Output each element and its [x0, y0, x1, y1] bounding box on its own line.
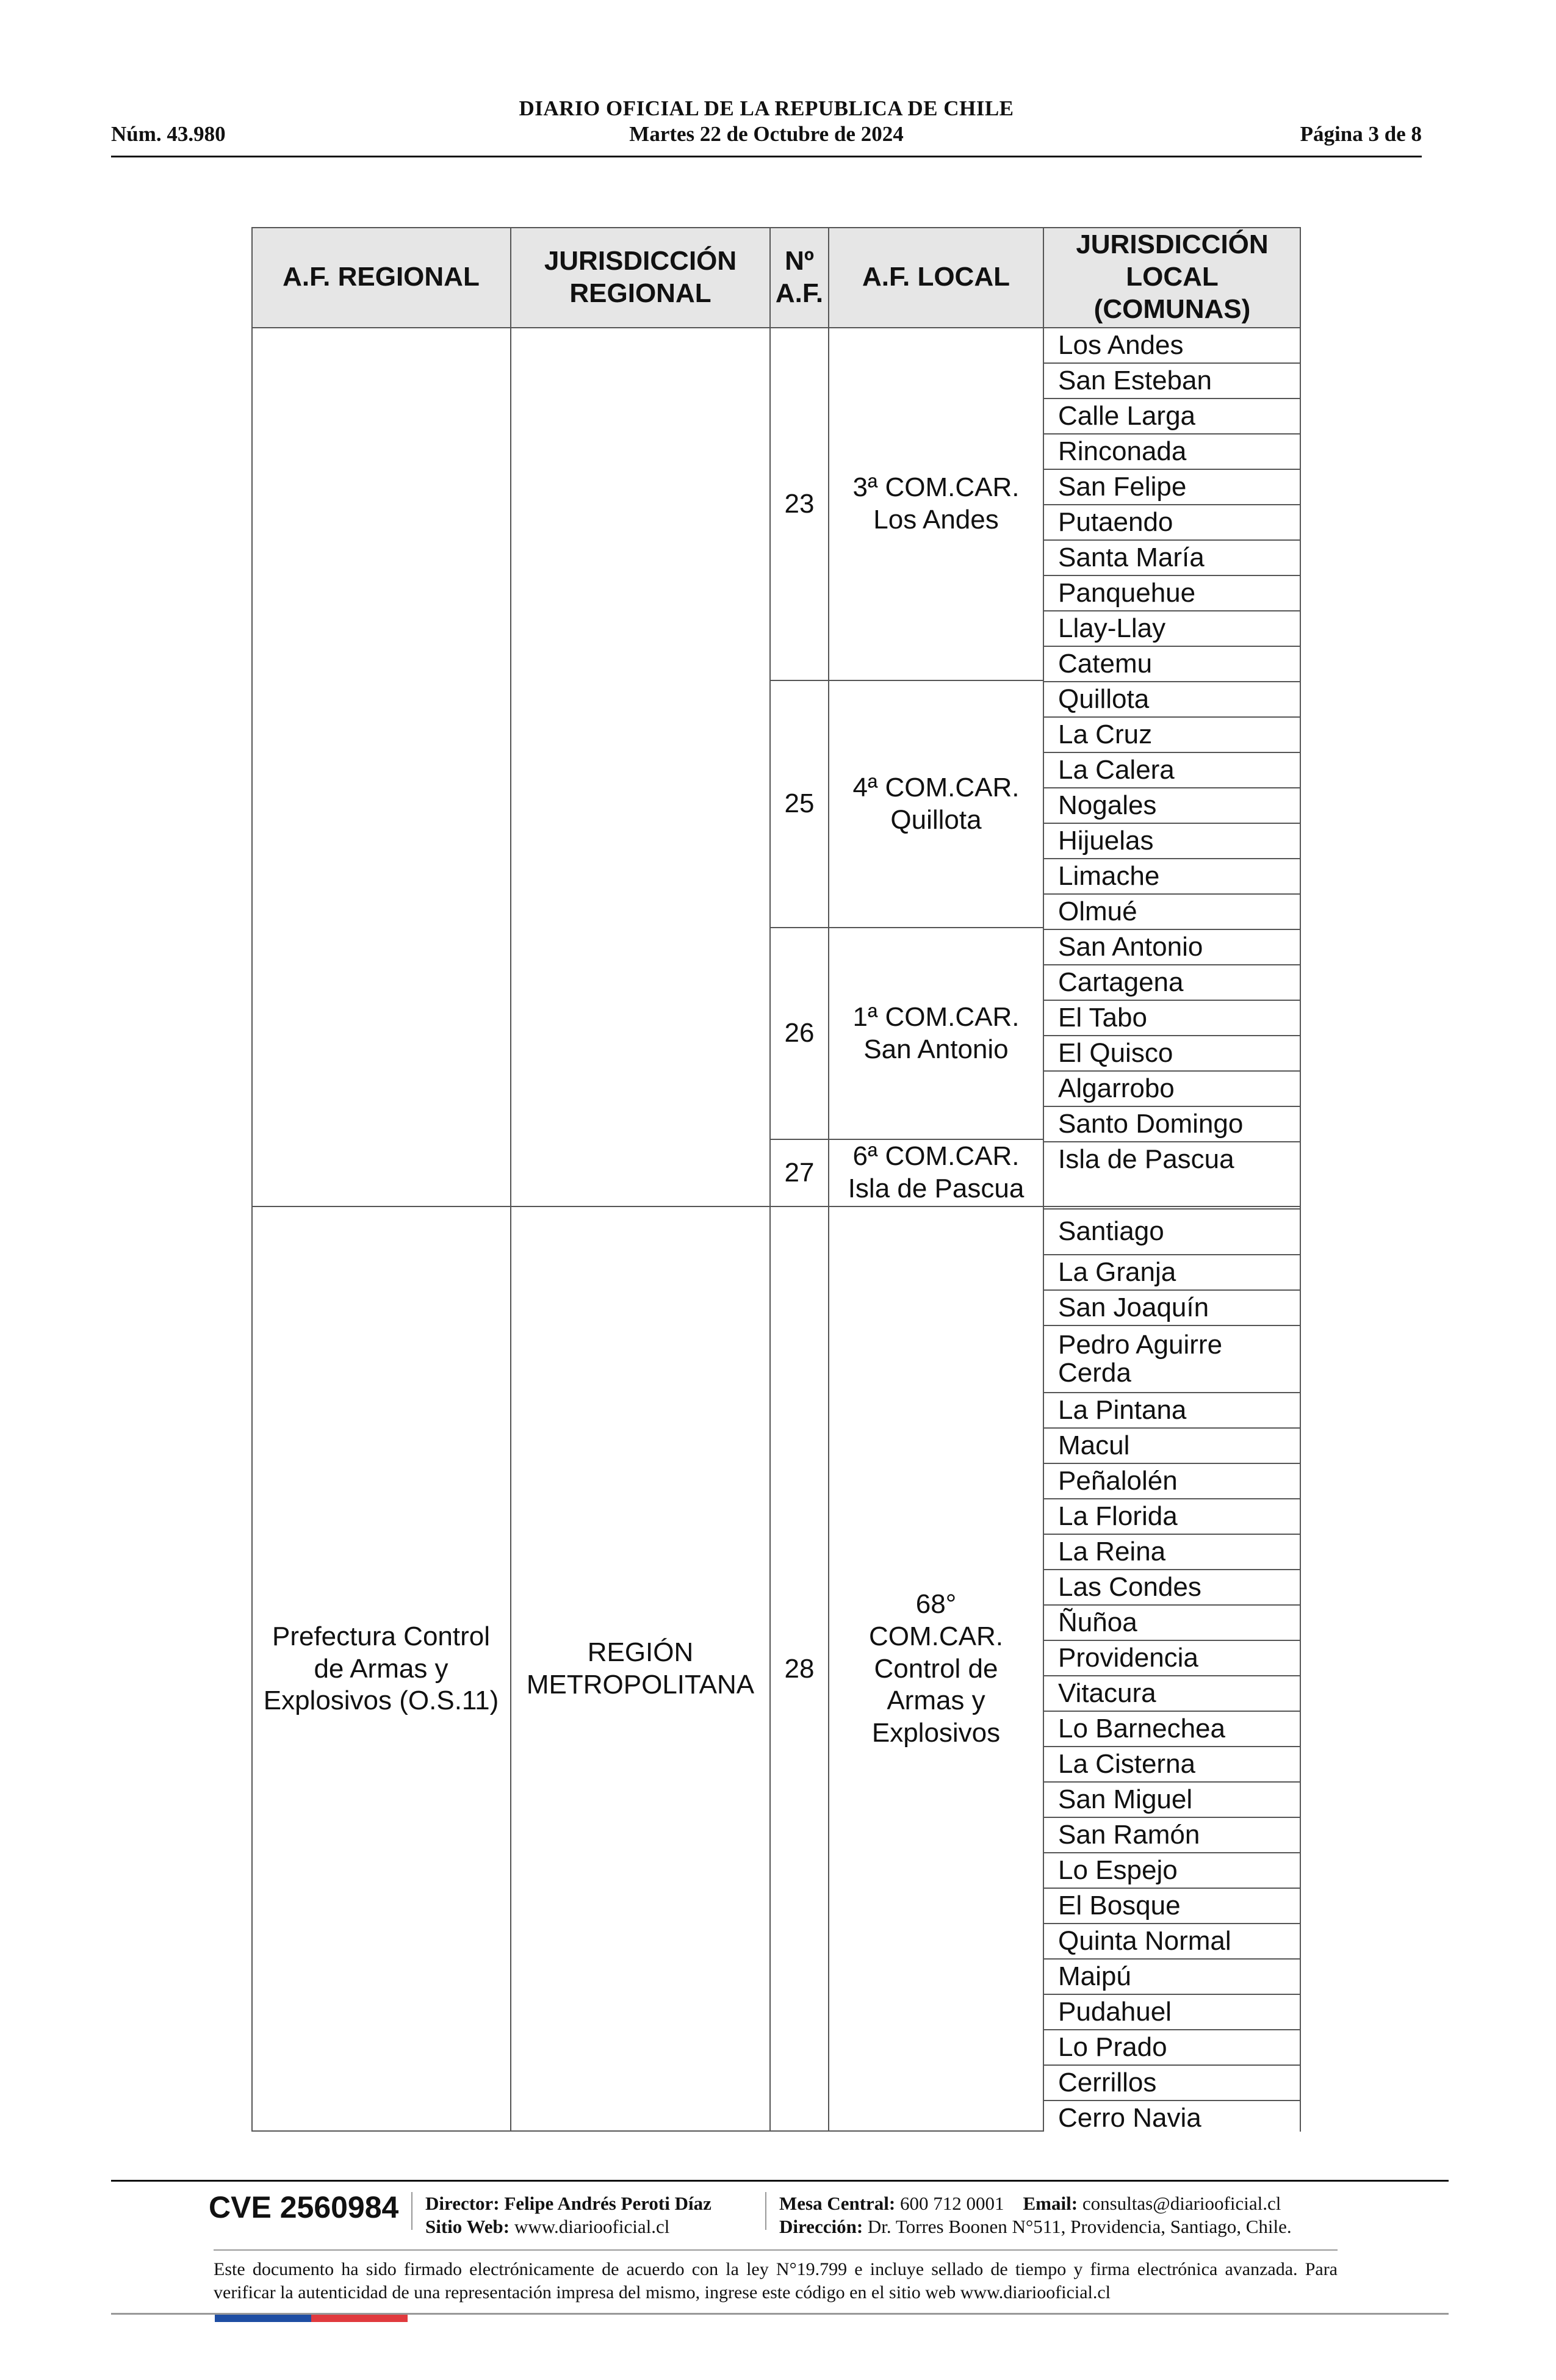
comuna-item: Vitacura [1058, 1678, 1156, 1708]
jurisdiccion-regional-name: REGIÓN METROPOLITANA [526, 1637, 755, 1700]
comuna-item: Santa María [1058, 542, 1205, 572]
header-af-local: A.F. LOCAL [829, 227, 1043, 328]
comuna-item: Algarrobo [1058, 1073, 1175, 1103]
comuna-item: La Pintana [1058, 1394, 1187, 1425]
comuna-item: Nogales [1058, 790, 1157, 820]
column-divider [510, 227, 511, 2132]
header-af-regional: A.F. REGIONAL [251, 227, 511, 328]
header-jurisdiccion-local: JURISDICCIÓN LOCAL (COMUNAS) [1043, 227, 1301, 328]
af-number: 28 [784, 1653, 815, 1684]
director-name: Felipe Andrés Peroti Díaz [504, 2193, 711, 2214]
comuna-item: Llay-Llay [1058, 613, 1166, 643]
comuna-item: El Bosque [1058, 1890, 1181, 1920]
email-label: Email: [1023, 2193, 1078, 2214]
comuna-item: Providencia [1058, 1642, 1198, 1673]
af-local-name: 1ª COM.CAR. San Antonio [852, 1001, 1020, 1064]
column-divider [1043, 227, 1044, 2132]
comuna-item: Ñuñoa [1058, 1607, 1137, 1637]
comuna-item: San Antonio [1058, 931, 1203, 962]
cve-code: CVE 2560984 [209, 2190, 399, 2224]
comuna-item: Lo Prado [1058, 2032, 1167, 2062]
af-local-name: 6ª COM.CAR. Isla de Pascua [848, 1141, 1025, 1203]
comuna-item: San Miguel [1058, 1784, 1193, 1814]
comuna-item: Maipú [1058, 1961, 1131, 1991]
comuna-item: Lo Espejo [1058, 1855, 1178, 1885]
comuna-item: Los Andes [1058, 330, 1184, 360]
legal-notice: Este documento ha sido firmado electrónicamente de acuerdo con la ley N°19.799 e incluye sellado de tiempo y firma electrónica avanzada. Para verificar la autenticidad de una representación impresa del mismo, ingrese este código en el sitio web www.diariooficial.cl [214, 2259, 1338, 2302]
header-divider [111, 156, 1422, 157]
mesa-label: Mesa Central: [779, 2193, 896, 2214]
comuna-item: El Quisco [1058, 1037, 1173, 1068]
af-regional-name: Prefectura Control de Armas y Explosivos (O.S.11) [263, 1621, 499, 1716]
comuna-item: Panquehue [1058, 577, 1196, 608]
comuna-item: Rinconada [1058, 436, 1187, 466]
header-jurisdiccion-regional: JURISDICCIÓN REGIONAL [511, 227, 770, 328]
direccion-value: Dr. Torres Boonen N°511, Providencia, Santiago, Chile. [867, 2216, 1292, 2237]
comuna-item: Pudahuel [1058, 1996, 1172, 2027]
comuna-item: La Granja [1058, 1257, 1176, 1287]
table-border-left [251, 227, 253, 2132]
comuna-item: La Florida [1058, 1501, 1178, 1531]
footer-divider [111, 2180, 1449, 2182]
comuna-item: Lo Barnechea [1058, 1713, 1225, 1744]
publication-title: DIARIO OFICIAL DE LA REPUBLICA DE CHILE [519, 96, 1014, 120]
column-divider [769, 227, 771, 2132]
director-info [425, 2192, 711, 2238]
group-divider [770, 1139, 1043, 1140]
comuna-item: El Tabo [1058, 1002, 1147, 1033]
email-link[interactable]: consultas@diariooficial.cl [1082, 2193, 1281, 2214]
comuna-item: Macul [1058, 1430, 1130, 1460]
column-divider [828, 227, 829, 2132]
comuna-item: Cartagena [1058, 967, 1184, 997]
comuna-item: Santo Domingo [1058, 1108, 1244, 1139]
comuna-item: Limache [1058, 860, 1160, 891]
footer-inner-divider [214, 2249, 1338, 2251]
header-num-af: Nº A.F. [770, 227, 829, 328]
header-row [111, 122, 1422, 153]
section-divider [251, 1206, 1301, 1207]
comuna-item: Pedro Aguirre Cerda [1058, 1329, 1223, 1388]
comuna-item: La Cruz [1058, 719, 1153, 749]
comuna-item: Las Condes [1058, 1571, 1201, 1602]
flag-stripe-blue [215, 2315, 311, 2322]
comuna-item: Quinta Normal [1058, 1925, 1231, 1956]
header-bottom-border [251, 327, 1301, 328]
page-number: Página 3 de 8 [1300, 122, 1422, 146]
comuna-item: Isla de Pascua [1058, 1144, 1234, 1174]
comuna-item: La Calera [1058, 754, 1175, 785]
af-local-name: 3ª COM.CAR. Los Andes [852, 472, 1020, 535]
group-divider [770, 927, 1043, 928]
footer-separator [411, 2192, 412, 2230]
comuna-item: La Reina [1058, 1536, 1166, 1567]
af-number: 23 [784, 488, 815, 519]
jurisdiction-table [251, 227, 1301, 2132]
contact-info [779, 2192, 1292, 2238]
flag-stripe-red [311, 2315, 408, 2322]
web-label: Sitio Web: [425, 2216, 510, 2237]
direccion-label: Dirección: [779, 2216, 863, 2237]
web-link[interactable]: www.diariooficial.cl [514, 2216, 670, 2237]
comuna-item: Hijuelas [1058, 825, 1154, 856]
comuna-item: Calle Larga [1058, 400, 1196, 431]
af-number: 26 [784, 1018, 815, 1048]
af-number: 25 [784, 788, 815, 819]
issue-date: Martes 22 de Octubre de 2024 [629, 122, 904, 146]
comuna-item: Quillota [1058, 683, 1150, 714]
table-border-right [1300, 227, 1301, 2132]
group-divider [770, 680, 1043, 681]
footer-separator [765, 2192, 766, 2230]
comuna-item: Cerrillos [1058, 2067, 1157, 2097]
comuna-item: San Ramón [1058, 1819, 1200, 1850]
af-local-name: 68° COM.CAR. Control de Armas y Explosivos [869, 1589, 1003, 1748]
comuna-item: San Felipe [1058, 471, 1187, 502]
issue-number: Núm. 43.980 [111, 122, 226, 146]
comuna-item: San Esteban [1058, 365, 1212, 395]
af-number: 27 [784, 1157, 815, 1188]
mesa-phone: 600 712 0001 [900, 2193, 1004, 2214]
comuna-item: Cerro Navia [1058, 2102, 1201, 2133]
comuna-item: San Joaquín [1058, 1292, 1209, 1322]
comuna-item: Putaendo [1058, 507, 1173, 537]
comuna-item: Olmué [1058, 896, 1137, 926]
comuna-item: La Cisterna [1058, 1748, 1196, 1779]
comuna-item: Peñalolén [1058, 1465, 1178, 1496]
page-header [111, 93, 1422, 160]
comuna-item: Catemu [1058, 648, 1153, 679]
table-border-top [251, 227, 1301, 228]
director-label: Director: [425, 2193, 500, 2214]
af-local-name: 4ª COM.CAR. Quillota [852, 772, 1020, 835]
comuna-item: Santiago [1058, 1216, 1164, 1247]
table-border-bottom [251, 2130, 1043, 2132]
